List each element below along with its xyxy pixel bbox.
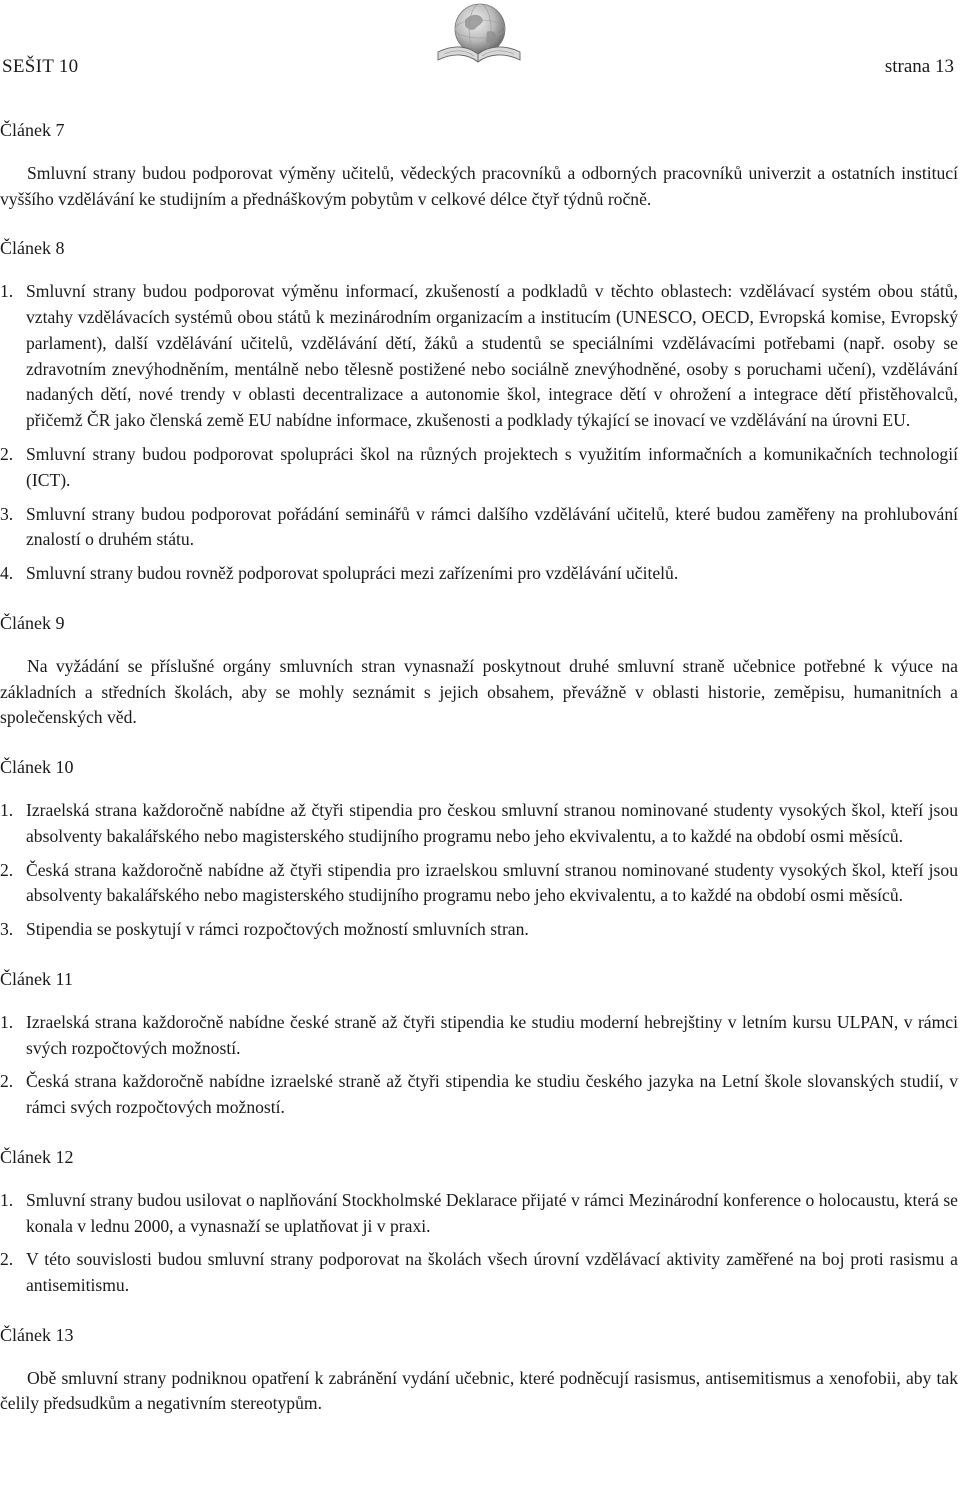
numbered-item — [0, 1247, 958, 1299]
article-heading: Článek 9 — [0, 612, 65, 633]
numbered-item — [0, 917, 958, 943]
article-13 — [0, 1323, 958, 1417]
item-number: 3. — [0, 503, 14, 524]
item-text: Česká strana každoročně nabídne izraelské straně až čtyři stipendia ke studiu českého jazyka na Letní škole slovanských studií, v rámci svých rozpočtových možností. — [26, 1071, 958, 1118]
item-text: V této souvislosti budou smluvní strany podporovat na školách všech úrovní vzdělávací aktivity zaměřené na boj proti rasismu a antisemitismu. — [26, 1249, 958, 1296]
numbered-item — [0, 858, 958, 910]
numbered-item — [0, 1069, 958, 1121]
article-heading: Článek 8 — [0, 238, 65, 259]
item-number: 1. — [0, 1011, 14, 1032]
item-number: 1. — [0, 281, 14, 302]
item-text: Izraelská strana každoročně nabídne až čtyři stipendia pro českou smluvní stranou nominované studenty vysokých škol, kteří jsou absolventy bakalářského nebo magisterského studijního programu nebo jeho ekvivalentu, a to každé na období osmi měsíců. — [26, 799, 958, 846]
article-paragraph: Smluvní strany budou podporovat výměny učitelů, vědeckých pracovníků a odborných pracovníků univerzit a ostatních institucí vyššího vzdělávání ke studijním a přednáškovým pobytům v celkové délce čtyř týdnů ročně. — [0, 162, 958, 209]
numbered-item — [0, 561, 958, 587]
article-paragraph: Obě smluvní strany podniknou opatření k zabránění vydání učebnic, které podněcují rasismus, antisemitismus a xenofobii, aby tak čelily předsudkům a negativním stereotypům. — [0, 1367, 958, 1414]
article-11 — [0, 967, 958, 1121]
item-number: 3. — [0, 919, 14, 940]
item-text: Česká strana každoročně nabídne až čtyři stipendia pro izraelskou smluvní stranou nominované studenty vysokých škol, kteří jsou absolventy bakalářského nebo magisterského studijního programu nebo jeho ekvivalentu, a to každé na období osmi měsíců. — [26, 859, 958, 906]
item-number: 2. — [0, 1071, 14, 1092]
item-number: 2. — [0, 859, 14, 880]
article-12 — [0, 1145, 958, 1299]
numbered-item — [0, 1188, 958, 1240]
item-text: Izraelská strana každoročně nabídne české straně až čtyři stipendia ke studiu moderní hebrejštiny v letním kursu ULPAN, v rámci svých rozpočtových možností. — [26, 1011, 958, 1058]
numbered-item — [0, 279, 958, 434]
item-text: Smluvní strany budou usilovat o naplňování Stockholmské Deklarace přijaté v rámci Mezinárodní konference o holocaustu, která se konala v lednu 2000, a vynasnaží se uplatňovat ji v praxi. — [26, 1189, 958, 1236]
page-header — [2, 56, 954, 82]
item-text: Smluvní strany budou rovněž podporovat spolupráci mezi zařízeními pro vzdělávání učitelů. — [26, 563, 679, 584]
item-number: 2. — [0, 443, 14, 464]
numbered-item — [0, 798, 958, 850]
article-7 — [0, 118, 958, 212]
item-text: Smluvní strany budou podporovat spolupráci škol na různých projektech s využitím informačních a komunikačních technologií (ICT). — [26, 443, 958, 490]
article-heading: Článek 7 — [0, 120, 65, 140]
numbered-item — [0, 1010, 958, 1062]
numbered-item — [0, 442, 958, 494]
article-heading: Článek 11 — [0, 968, 73, 989]
item-text: Stipendia se poskytují v rámci rozpočtových možností smluvních stran. — [26, 919, 529, 940]
article-heading: Článek 10 — [0, 757, 74, 778]
article-heading: Článek 12 — [0, 1146, 74, 1167]
article-10 — [0, 755, 958, 943]
issue-label: SEŠIT 10 — [2, 56, 79, 77]
item-number: 4. — [0, 563, 14, 584]
article-paragraph: Na vyžádání se příslušné orgány smluvních stran vynasnaží poskytnout druhé smluvní straně učebnice potřebné k výuce na základních a středních školách, aby se mohly seznámit s jejich obsahem, převážně v oblasti historie, zeměpisu, humanitních a společenských věd. — [0, 655, 958, 728]
document-body — [0, 118, 958, 1441]
article-heading: Článek 13 — [0, 1324, 74, 1345]
item-number: 1. — [0, 799, 14, 820]
article-9 — [0, 611, 958, 731]
page-number: strana 13 — [884, 56, 954, 77]
item-text: Smluvní strany budou podporovat výměnu informací, zkušeností a podkladů v těchto oblastech: vzdělávací systém obou států, vztahy vzdělávacích systémů obou států k mezinárodním organizacím a institucím (UNESCO, OECD, Evropská komise, Evropský parlament), další vzdělávání učitelů, vzdělávání dětí, žáků a studentů se speciálními vzdělávacími potřebami (např. osoby se zdravotním znevýhodněním, mentálně nebo tělesně postižené nebo sociálně znevýhodněné, osoby s poruchami učení), vzdělávání nadaných dětí, nové trendy v oblasti decentralizace a autonomie škol, integrace dětí v ohrožení a integrace dětí přistěhovalců, přičemž ČR jako členská země EU nabídne informace, zkušenosti a podklady týkající se inovací ve vzdělávání na úrovni EU. — [26, 281, 958, 431]
item-number: 2. — [0, 1249, 14, 1270]
item-text: Smluvní strany budou podporovat pořádání seminářů v rámci dalšího vzdělávání učitelů, které budou zaměřeny na prohlubování znalostí o druhém státu. — [26, 503, 958, 550]
numbered-item — [0, 502, 958, 554]
article-8 — [0, 236, 958, 587]
item-number: 1. — [0, 1189, 14, 1210]
